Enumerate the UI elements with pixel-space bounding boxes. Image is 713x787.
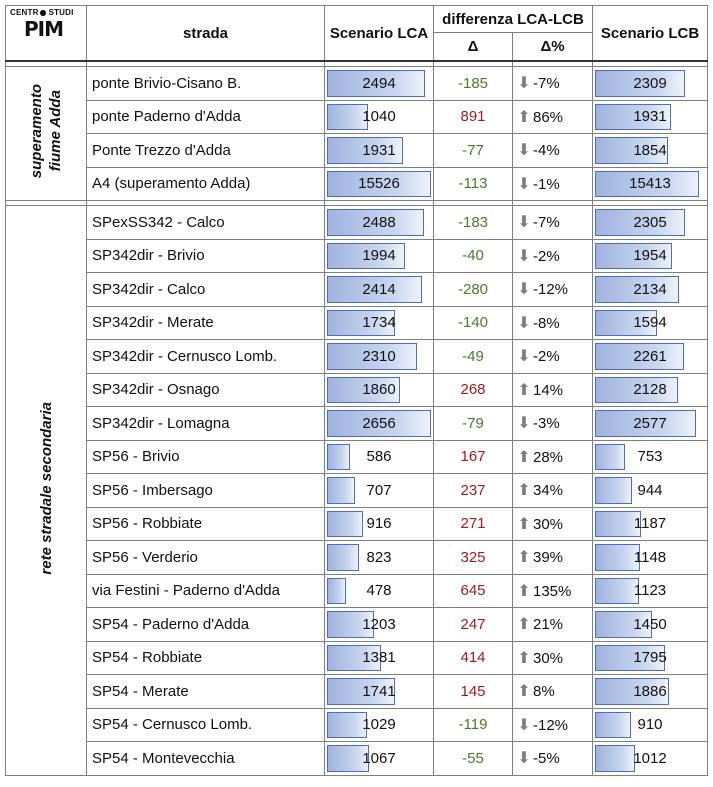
- lca-value-cell: [325, 574, 434, 608]
- delta-pct-cell: [513, 608, 593, 642]
- delta-value: 145: [434, 675, 513, 709]
- table-row: [6, 507, 708, 541]
- bar-value: 478: [366, 582, 392, 600]
- delta-value: -280: [434, 273, 513, 307]
- table-row: [6, 306, 708, 340]
- delta-pct-cell: [513, 407, 593, 441]
- delta-value: 271: [434, 507, 513, 541]
- lcb-value-cell: [593, 407, 708, 441]
- road-name: ponte Brivio-Cisano B.: [87, 67, 325, 101]
- lca-value-cell: [325, 440, 434, 474]
- table-row: [6, 608, 708, 642]
- lcb-value-cell: [593, 742, 708, 776]
- delta-pct-cell: [513, 273, 593, 307]
- group-secondaria: [6, 206, 87, 776]
- header-strada: strada: [87, 6, 325, 62]
- bar-value: 1450: [633, 615, 667, 633]
- road-name: SP342dir - Calco: [87, 273, 325, 307]
- lcb-value-cell: [593, 541, 708, 575]
- table-row: [6, 474, 708, 508]
- delta-pct-value: 30%: [533, 649, 564, 667]
- data-bar: [327, 544, 359, 571]
- road-name: SP54 - Montevecchia: [87, 742, 325, 776]
- table-row: [6, 440, 708, 474]
- table-row: [6, 100, 708, 134]
- delta-value: -79: [434, 407, 513, 441]
- bar-value: 2414: [362, 280, 396, 298]
- delta-pct-value: 34%: [533, 482, 564, 500]
- bar-value: 2310: [362, 347, 396, 365]
- delta-value: 237: [434, 474, 513, 508]
- road-name: SP342dir - Brivio: [87, 239, 325, 273]
- lca-value-cell: [325, 306, 434, 340]
- delta-value: -49: [434, 340, 513, 374]
- table-row: [6, 373, 708, 407]
- delta-pct-value: 14%: [533, 381, 564, 399]
- delta-pct-value: -2%: [533, 348, 560, 366]
- lca-value-cell: [325, 134, 434, 168]
- table-row: [6, 206, 708, 240]
- delta-value: -119: [434, 708, 513, 742]
- down-arrow-icon: ⬇: [517, 247, 531, 265]
- road-name: SP342dir - Cernusco Lomb.: [87, 340, 325, 374]
- table-row: [6, 340, 708, 374]
- data-bar: [327, 477, 355, 504]
- delta-pct-value: -2%: [533, 247, 560, 265]
- delta-value: 325: [434, 541, 513, 575]
- lcb-value-cell: [593, 641, 708, 675]
- bar-value: 2656: [362, 414, 396, 432]
- lcb-value-cell: [593, 67, 708, 101]
- lcb-value-cell: [593, 608, 708, 642]
- header-delta: Δ: [434, 33, 513, 62]
- data-bar: [327, 578, 346, 605]
- lcb-value-cell: [593, 100, 708, 134]
- bar-value: 1954: [633, 247, 667, 265]
- lcb-value-cell: [593, 373, 708, 407]
- group-adda: [6, 67, 87, 201]
- lcb-value-cell: [593, 206, 708, 240]
- road-name: A4 (superamento Adda): [87, 167, 325, 201]
- header-row: [6, 6, 708, 33]
- header-lca: Scenario LCA: [325, 6, 434, 62]
- table-row: [6, 708, 708, 742]
- table-row: [6, 574, 708, 608]
- delta-pct-cell: [513, 206, 593, 240]
- lca-value-cell: [325, 100, 434, 134]
- bar-value: 1931: [362, 141, 396, 159]
- bar-value: 2305: [633, 213, 667, 231]
- delta-pct-cell: [513, 742, 593, 776]
- road-name: SP56 - Robbiate: [87, 507, 325, 541]
- delta-value: 167: [434, 440, 513, 474]
- delta-pct-cell: [513, 641, 593, 675]
- up-arrow-icon: ⬆: [517, 649, 531, 667]
- lcb-value-cell: [593, 167, 708, 201]
- lca-value-cell: [325, 608, 434, 642]
- lcb-value-cell: [593, 273, 708, 307]
- delta-pct-cell: [513, 67, 593, 101]
- delta-pct-cell: [513, 507, 593, 541]
- lcb-value-cell: [593, 134, 708, 168]
- delta-value: 247: [434, 608, 513, 642]
- bar-value: 2488: [362, 213, 396, 231]
- bar-value: 1886: [633, 682, 667, 700]
- lca-value-cell: [325, 67, 434, 101]
- header-lcb: Scenario LCB: [593, 6, 708, 62]
- bar-value: 910: [637, 716, 663, 734]
- down-arrow-icon: ⬇: [517, 348, 531, 366]
- table-row: [6, 541, 708, 575]
- lca-value-cell: [325, 167, 434, 201]
- bar-value: 1741: [362, 682, 396, 700]
- bar-value: 2577: [633, 414, 667, 432]
- table-row: [6, 239, 708, 273]
- road-name: Ponte Trezzo d'Adda: [87, 134, 325, 168]
- lcb-value-cell: [593, 306, 708, 340]
- group-secondaria-label: rete stradale secondaria: [37, 401, 55, 575]
- down-arrow-icon: ⬇: [517, 281, 531, 299]
- delta-value: 268: [434, 373, 513, 407]
- delta-value: -140: [434, 306, 513, 340]
- delta-value: 414: [434, 641, 513, 675]
- delta-pct-value: -12%: [533, 281, 569, 299]
- delta-pct-cell: [513, 541, 593, 575]
- lca-value-cell: [325, 507, 434, 541]
- road-name: SP54 - Cernusco Lomb.: [87, 708, 325, 742]
- lca-value-cell: [325, 742, 434, 776]
- delta-pct-value: -7%: [533, 214, 560, 232]
- table-body: [6, 61, 708, 775]
- bar-value: 1148: [633, 548, 667, 566]
- delta-pct-cell: [513, 675, 593, 709]
- delta-pct-value: 135%: [533, 582, 572, 600]
- traffic-comparison-table: [5, 5, 708, 776]
- road-name: SP56 - Imbersago: [87, 474, 325, 508]
- bar-value: 1854: [633, 141, 667, 159]
- road-name: via Festini - Paderno d'Adda: [87, 574, 325, 608]
- bar-value: 1123: [633, 582, 667, 600]
- up-arrow-icon: ⬆: [517, 549, 531, 567]
- header-diff: differenza LCA-LCB: [434, 6, 593, 33]
- road-name: SP342dir - Merate: [87, 306, 325, 340]
- lca-value-cell: [325, 273, 434, 307]
- lcb-value-cell: [593, 474, 708, 508]
- delta-pct-cell: [513, 574, 593, 608]
- lcb-value-cell: [593, 239, 708, 273]
- table-row: [6, 675, 708, 709]
- lca-value-cell: [325, 340, 434, 374]
- data-bar: [595, 444, 624, 471]
- delta-pct-cell: [513, 708, 593, 742]
- bar-value: 15413: [629, 175, 671, 193]
- delta-pct-value: 30%: [533, 515, 564, 533]
- up-arrow-icon: ⬆: [517, 582, 531, 600]
- lca-value-cell: [325, 206, 434, 240]
- bar-value: 586: [366, 448, 392, 466]
- header-delta-pct: Δ%: [513, 33, 593, 62]
- delta-value: 645: [434, 574, 513, 608]
- bar-value: 1860: [362, 381, 396, 399]
- down-arrow-icon: ⬇: [517, 214, 531, 232]
- road-name: SP54 - Merate: [87, 675, 325, 709]
- lca-value-cell: [325, 407, 434, 441]
- down-arrow-icon: ⬇: [517, 142, 531, 160]
- delta-pct-cell: [513, 440, 593, 474]
- delta-pct-cell: [513, 239, 593, 273]
- logo-mark: PIM: [24, 17, 64, 41]
- bar-value: 15526: [358, 175, 400, 193]
- lcb-value-cell: [593, 440, 708, 474]
- delta-pct-value: 21%: [533, 616, 564, 634]
- delta-pct-value: -3%: [533, 415, 560, 433]
- road-name: SP342dir - Osnago: [87, 373, 325, 407]
- delta-pct-value: 39%: [533, 549, 564, 567]
- up-arrow-icon: ⬆: [517, 108, 531, 126]
- road-name: SP56 - Verderio: [87, 541, 325, 575]
- delta-value: -77: [434, 134, 513, 168]
- lca-value-cell: [325, 239, 434, 273]
- delta-pct-value: -8%: [533, 314, 560, 332]
- lcb-value-cell: [593, 675, 708, 709]
- up-arrow-icon: ⬆: [517, 482, 531, 500]
- lca-value-cell: [325, 474, 434, 508]
- delta-value: 891: [434, 100, 513, 134]
- bar-value: 1012: [633, 749, 667, 767]
- data-bar: [327, 444, 350, 471]
- bar-value: 823: [366, 548, 392, 566]
- lca-value-cell: [325, 675, 434, 709]
- delta-pct-cell: [513, 373, 593, 407]
- delta-pct-value: -1%: [533, 175, 560, 193]
- logo: [6, 6, 87, 62]
- delta-pct-value: -12%: [533, 716, 569, 734]
- delta-pct-cell: [513, 340, 593, 374]
- data-bar: [595, 578, 639, 605]
- delta-pct-cell: [513, 167, 593, 201]
- bar-value: 753: [637, 448, 663, 466]
- delta-pct-cell: [513, 306, 593, 340]
- bar-value: 944: [637, 481, 663, 499]
- delta-pct-cell: [513, 474, 593, 508]
- bar-value: 1203: [362, 615, 396, 633]
- up-arrow-icon: ⬆: [517, 448, 531, 466]
- data-bar: [595, 745, 635, 772]
- road-name: SP342dir - Lomagna: [87, 407, 325, 441]
- up-arrow-icon: ⬆: [517, 683, 531, 701]
- bar-value: 1040: [362, 108, 396, 126]
- bar-value: 1994: [362, 247, 396, 265]
- delta-pct-value: -5%: [533, 750, 560, 768]
- delta-pct-value: -4%: [533, 142, 560, 160]
- table-row: [6, 134, 708, 168]
- lcb-value-cell: [593, 708, 708, 742]
- lca-value-cell: [325, 373, 434, 407]
- bar-value: 1931: [633, 108, 667, 126]
- logo-text-a: CENTR: [10, 8, 39, 17]
- bar-value: 2134: [633, 280, 667, 298]
- bar-value: 1734: [362, 314, 396, 332]
- table-row: [6, 167, 708, 201]
- bar-value: 2309: [633, 74, 667, 92]
- road-name: SP54 - Robbiate: [87, 641, 325, 675]
- bar-value: 2261: [633, 347, 667, 365]
- logo-caption: [10, 8, 82, 17]
- bar-value: 1029: [362, 716, 396, 734]
- bar-value: 1067: [362, 749, 396, 767]
- down-arrow-icon: ⬇: [517, 415, 531, 433]
- delta-pct-value: 28%: [533, 448, 564, 466]
- delta-pct-value: 86%: [533, 108, 564, 126]
- lca-value-cell: [325, 708, 434, 742]
- bar-value: 1795: [633, 649, 667, 667]
- delta-value: -113: [434, 167, 513, 201]
- table-row: [6, 641, 708, 675]
- table-row: [6, 67, 708, 101]
- lca-value-cell: [325, 541, 434, 575]
- road-name: SP56 - Brivio: [87, 440, 325, 474]
- delta-value: -185: [434, 67, 513, 101]
- bar-value: 2128: [633, 381, 667, 399]
- bar-value: 1381: [362, 649, 396, 667]
- down-arrow-icon: ⬇: [517, 750, 531, 768]
- up-arrow-icon: ⬆: [517, 381, 531, 399]
- delta-pct-value: -7%: [533, 75, 560, 93]
- delta-pct-value: 8%: [533, 683, 555, 701]
- up-arrow-icon: ⬆: [517, 515, 531, 533]
- delta-value: -40: [434, 239, 513, 273]
- data-bar: [595, 477, 632, 504]
- bar-value: 1187: [633, 515, 667, 533]
- down-arrow-icon: ⬇: [517, 314, 531, 332]
- bar-value: 2494: [362, 74, 396, 92]
- road-name: SPexSS342 - Calco: [87, 206, 325, 240]
- road-name: ponte Paderno d'Adda: [87, 100, 325, 134]
- table-row: [6, 273, 708, 307]
- up-arrow-icon: ⬆: [517, 616, 531, 634]
- lca-value-cell: [325, 641, 434, 675]
- delta-pct-cell: [513, 100, 593, 134]
- lcb-value-cell: [593, 340, 708, 374]
- data-bar: [595, 712, 631, 739]
- lcb-value-cell: [593, 507, 708, 541]
- road-name: SP54 - Paderno d'Adda: [87, 608, 325, 642]
- down-arrow-icon: ⬇: [517, 716, 531, 734]
- delta-value: -183: [434, 206, 513, 240]
- data-bar: [327, 511, 363, 538]
- bar-value: 1594: [633, 314, 667, 332]
- bar-value: 707: [366, 481, 392, 499]
- bar-value: 916: [366, 515, 392, 533]
- table-row: [6, 742, 708, 776]
- down-arrow-icon: ⬇: [517, 75, 531, 93]
- down-arrow-icon: ⬇: [517, 175, 531, 193]
- group-adda-label: superamento fiume Adda: [28, 84, 64, 179]
- logo-dot-icon: [40, 10, 46, 16]
- table-row: [6, 407, 708, 441]
- lcb-value-cell: [593, 574, 708, 608]
- traffic-table-wrapper: [5, 5, 707, 782]
- logo-text-b: STUDI: [48, 8, 74, 17]
- delta-value: -55: [434, 742, 513, 776]
- delta-pct-cell: [513, 134, 593, 168]
